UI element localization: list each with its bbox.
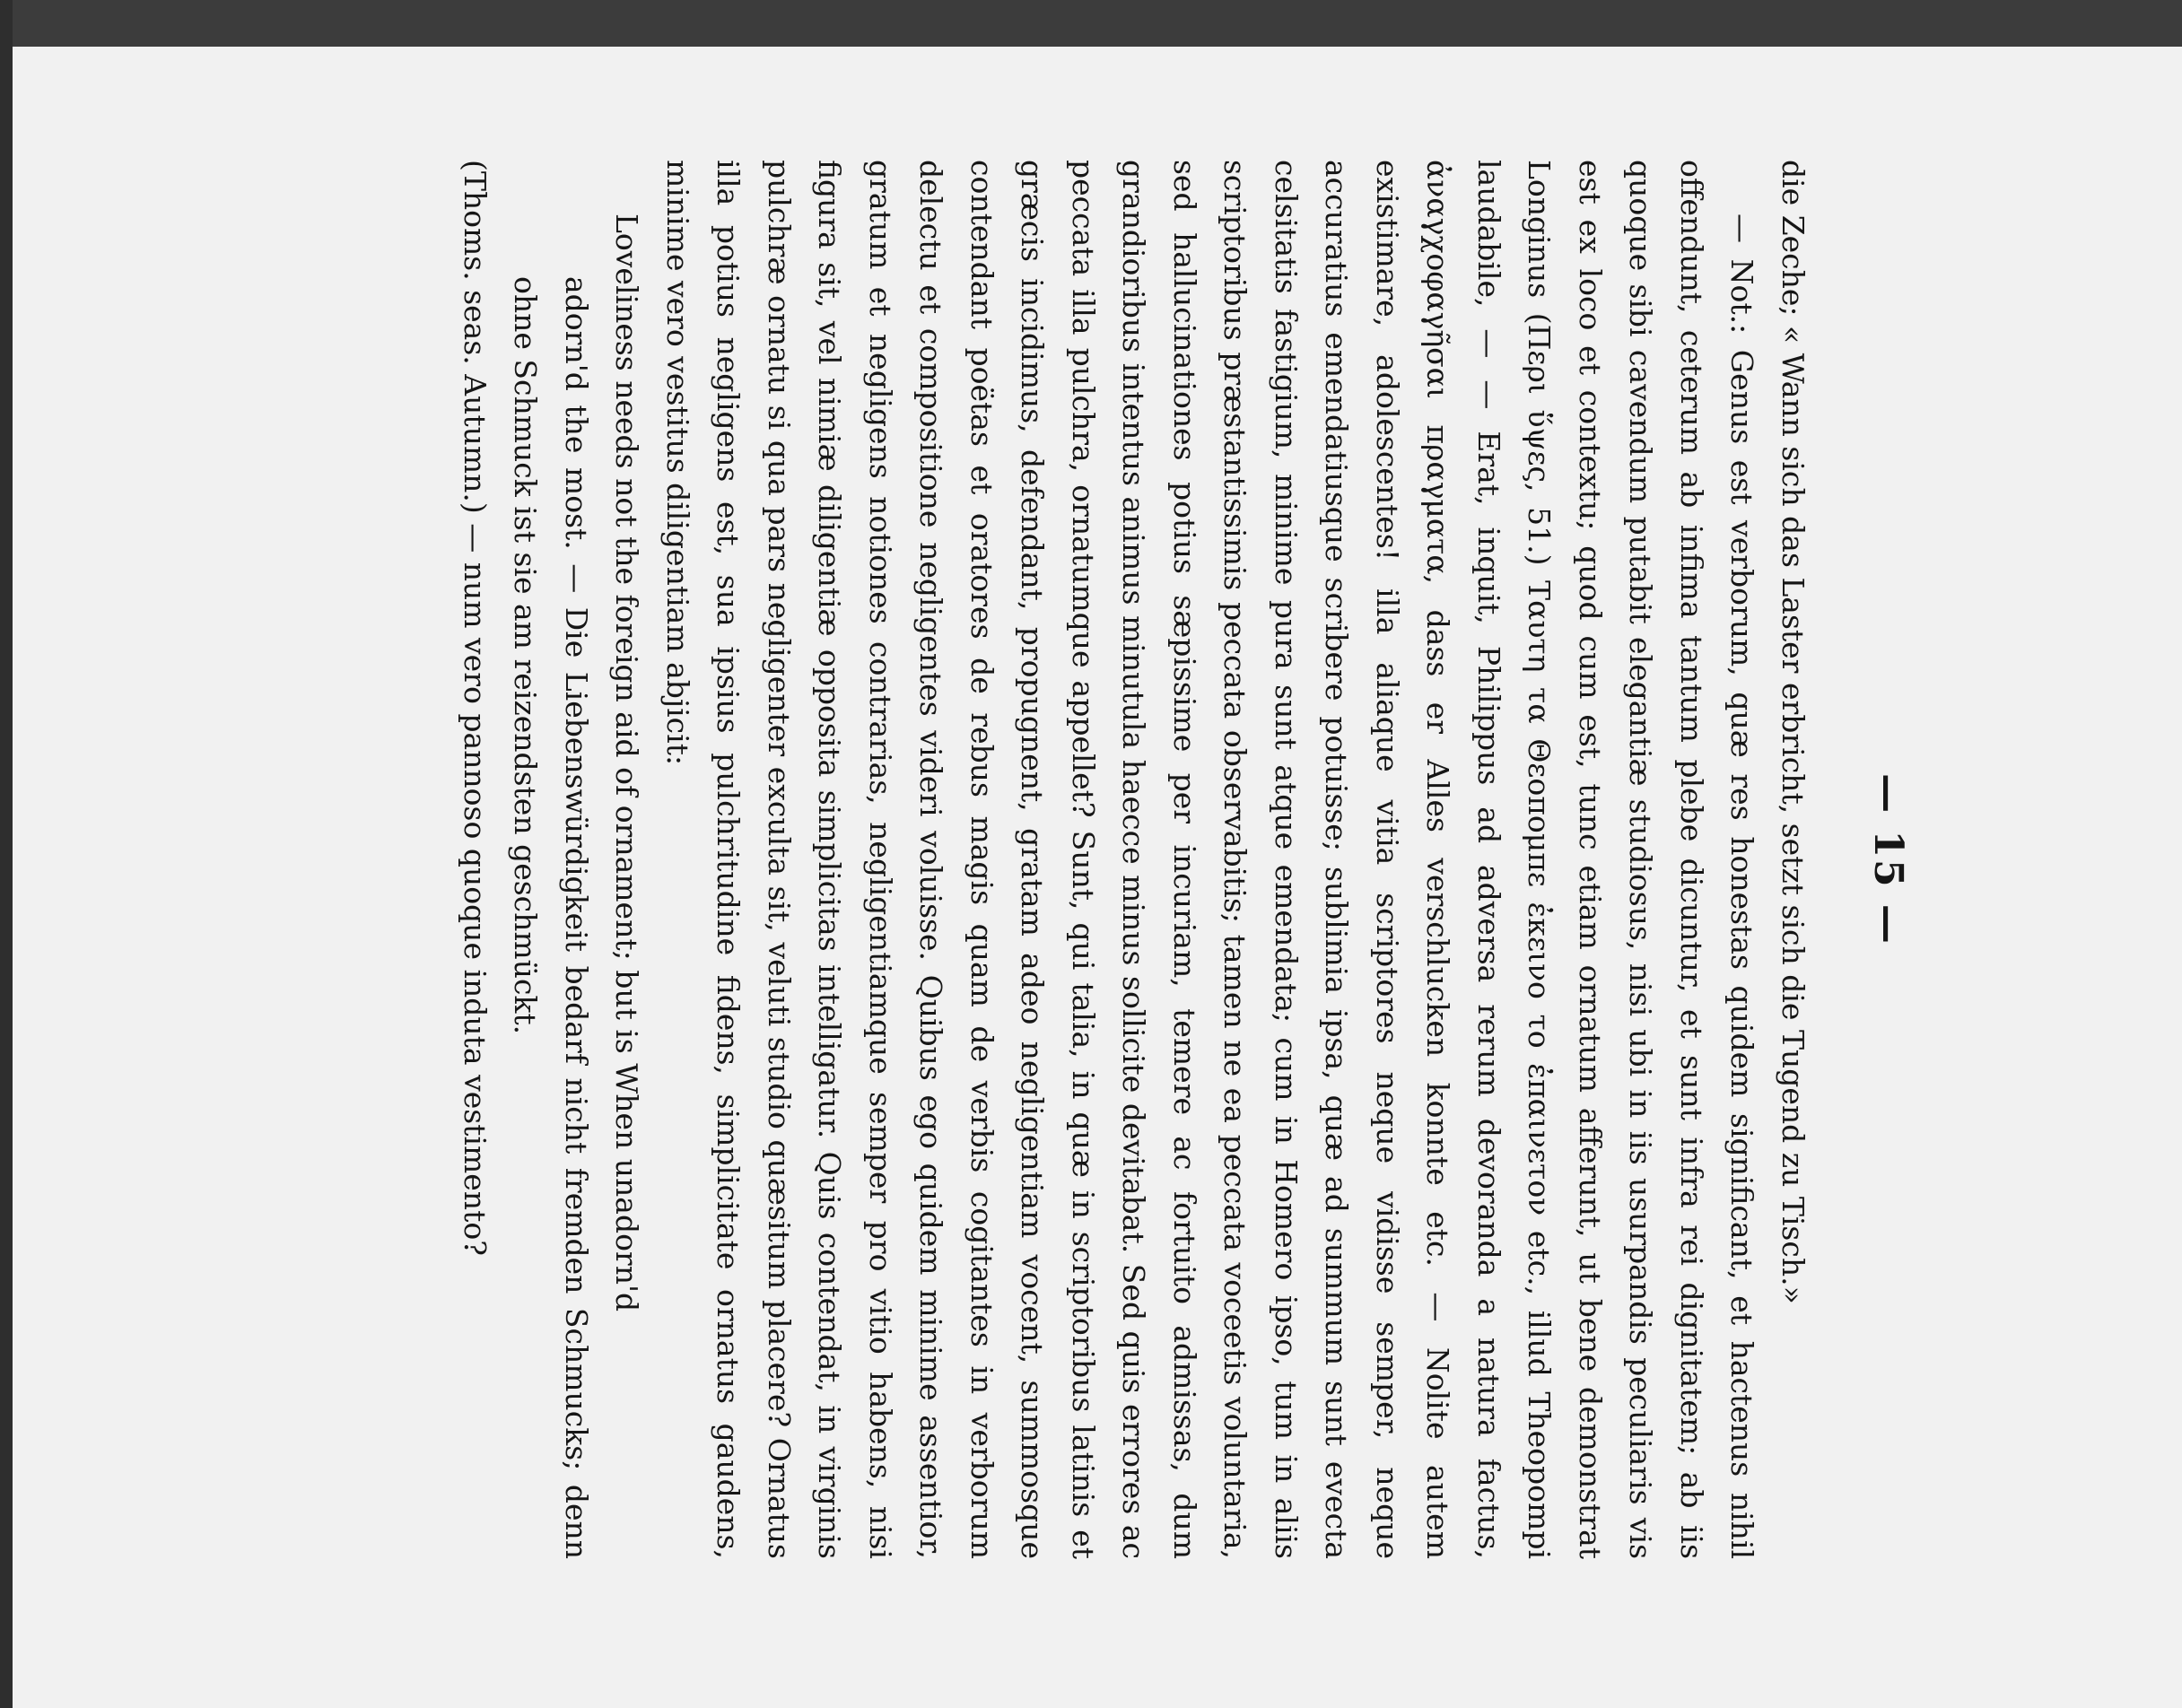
- paragraph-heading-quote: die Zeche; « Wann sich das Laster erbricht, setzt sich die Tugend zu Tisch.»: [1776, 160, 1811, 1304]
- paragraph-closing: (Thoms. seas. Autumn.) — num vero pannoso quoque induta vestimento?: [458, 160, 493, 1256]
- verse-line-1: Loveliness needs not the foreign aid of ornament; but is When unadorn'd: [609, 214, 645, 1312]
- printed-page: [248, 142, 1934, 1613]
- page-number: — 15 —: [1865, 773, 1911, 946]
- verse-line-2: adorn'd the most. — Die Liebenswürdigkeit bedarf nicht fremden Schmucks; denn ohne Schmuck ist sie am reizendsten geschmückt.: [508, 276, 594, 1559]
- scanner-left-edge: [0, 0, 13, 1708]
- paragraph-main: — Not.: Genus est verborum, quæ res honestas quidem significant, et hactenus nihil offendunt, ceterum ab infima tantum plebe dicuntur, et sunt infra rei dignitatem; ab iis quoque sibi cavendum putabit elegantiæ studiosus, nisi ubi in iis usurpandis peculiaris vis est ex loco et contextu; quod cum est, tunc etiam ornatum afferunt, ut bene demonstrat Longinus (Περι ὕψες, 51.) Ταυτη τα Θεοπομπε ἐκεινο το ἐπαινετον etc., illud Theopompi laudabile, — — Erat, inquit, Philippus ad adversa rerum devoranda a natura factus, ἀναγχοφαγῆσαι πραγματα, dass er Alles verschlucken konnte etc. — Nolite autem existimare, adolescentes! illa aliaque vitia scriptores neque vidisse semper, neque accuratius emendatiusque scribere potuisse; sublimia ipsa, quæ ad summum sunt evecta celsitatis fastigium, minime pura sunt atque emendata; cum in Homero ipso, tum in aliis scriptoribus præstantissimis peccata observabitis; tamen ne ea peccata voceetis voluntaria, sed hallucinationes potius sæpissime per incuriam, temere ac fortuito admissas, dum grandioribus intentus animus minutula haecce minus sollicite devitabat. Sed quis errores ac peccata illa pulchra, ornatumque appellet? Sunt, qui talia, in quæ in scriptoribus latinis et græcis incidimus, defendant, propugnent, gratam adeo negligentiam vocent, summosque contendant poëtas et oratores de rebus magis quam de verbis cogitantes in verborum delectu et compositione negligentes videri voluisse. Quibus ego quidem minime assentior, gratum et negligens notiones contrarias, negligentiamque semper pro vitio habens, nisi figura sit, vel nimiæ diligentiæ opposita simplicitas intelligatur. Quis contendat, in virginis pulchræ ornatu si qua pars negligenter exculta sit, veluti studio quæsitum placere? Ornatus illa potius negligens est, sua ipsius pulchritudine fidens, simplicitate ornatus gaudens, minime vero vestitus diligentiam abjicit:: [660, 160, 1760, 1559]
- scanner-top-edge: [0, 0, 2182, 52]
